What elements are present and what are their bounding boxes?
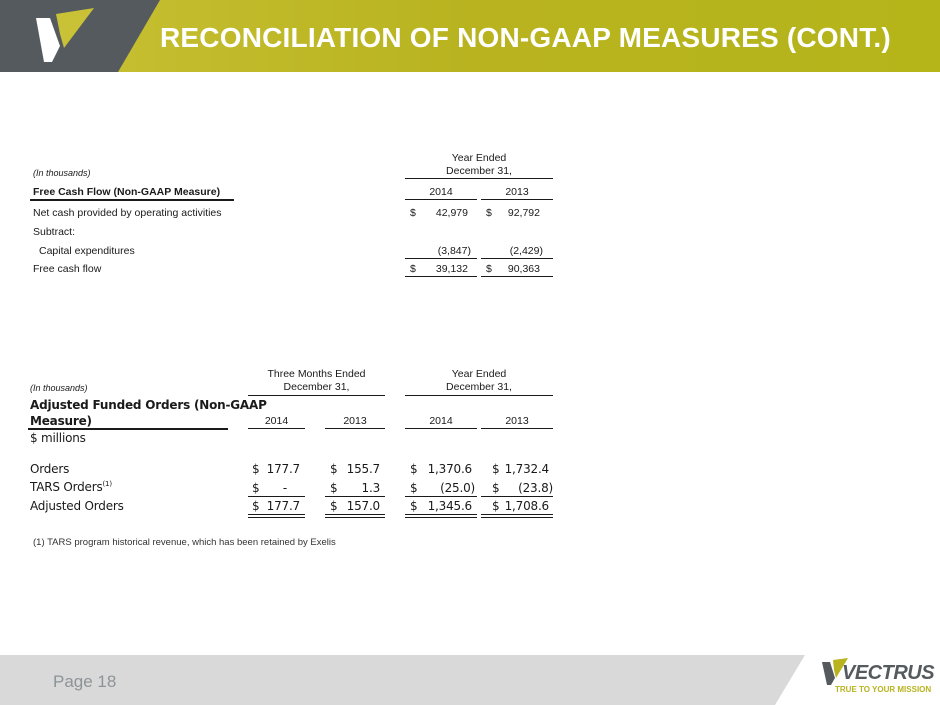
orders-value: 177.7 xyxy=(266,462,300,476)
three-months-underline xyxy=(248,395,385,396)
year-header-line1: Year Ended xyxy=(451,368,507,380)
currency-symbol: $ xyxy=(492,462,500,476)
orders-total-double-underline xyxy=(248,514,305,518)
orders-col-underline xyxy=(481,428,553,429)
orders-subtotal-underline xyxy=(405,496,477,497)
v-logo-icon xyxy=(30,8,100,64)
orders-col-underline xyxy=(405,428,477,429)
tars-orders-label: TARS Orders xyxy=(30,480,103,494)
orders-table-title-line1: Adjusted Funded Orders (Non-GAAP xyxy=(30,398,267,412)
orders-units-note: (In thousands) xyxy=(30,383,88,393)
orders-value: 1,732.4 xyxy=(504,462,549,476)
fcf-period-header-line2: December 31, xyxy=(446,165,512,177)
currency-symbol: $ xyxy=(330,499,338,513)
fcf-period-underline xyxy=(405,178,553,179)
currency-symbol: $ xyxy=(410,207,416,219)
fcf-subtotal-underline xyxy=(481,258,553,259)
currency-symbol: $ xyxy=(330,481,338,495)
fcf-row-label: Net cash provided by operating activities xyxy=(33,207,222,219)
orders-value: 1,345.6 xyxy=(427,499,472,513)
orders-col-header: 2014 xyxy=(264,415,289,427)
fcf-title-underline xyxy=(30,199,234,201)
currency-symbol: $ xyxy=(410,481,418,495)
page-title: RECONCILIATION OF NON-GAAP MEASURES (CONT.) xyxy=(160,22,891,53)
fcf-row-label: Capital expenditures xyxy=(39,245,135,257)
fcf-col-2013: 2013 xyxy=(505,186,529,198)
orders-table-title-line2: Measure) xyxy=(30,414,92,428)
orders-row-label xyxy=(30,480,112,494)
currency-symbol: $ xyxy=(492,481,500,495)
orders-total-double-underline xyxy=(481,514,553,518)
currency-symbol: $ xyxy=(252,462,260,476)
year-header-line2: December 31, xyxy=(446,381,512,393)
footer-bar xyxy=(0,655,940,705)
fcf-value: 92,792 xyxy=(507,207,540,219)
fcf-units-note: (In thousands) xyxy=(33,168,91,178)
orders-total-double-underline xyxy=(405,514,477,518)
three-months-header-line1: Three Months Ended xyxy=(267,368,366,380)
orders-col-header: 2013 xyxy=(505,415,529,427)
orders-col-header: 2013 xyxy=(343,415,367,427)
currency-symbol: $ xyxy=(486,207,492,219)
orders-value: 1,370.6 xyxy=(427,462,472,476)
orders-footnote: (1) TARS program historical revenue, which has been retained by Exelis xyxy=(33,537,336,548)
vectrus-tagline: TRUE TO YOUR MISSION xyxy=(835,685,932,694)
fcf-total-underline xyxy=(405,276,477,277)
orders-total-double-underline xyxy=(325,514,385,518)
fcf-period-header-line1: Year Ended xyxy=(451,152,507,164)
vectrus-brand-name: VECTRUS xyxy=(842,662,935,684)
orders-value: 1.3 xyxy=(361,481,380,495)
orders-title-underline xyxy=(28,428,228,430)
fcf-subtotal-underline xyxy=(405,258,477,259)
currency-symbol: $ xyxy=(330,462,338,476)
three-months-header-line2: December 31, xyxy=(283,381,350,393)
orders-value: (25.0) xyxy=(440,481,475,495)
orders-col-underline xyxy=(325,428,385,429)
fcf-col-underline xyxy=(405,199,477,200)
orders-value: (23.8) xyxy=(518,481,553,495)
orders-value: - xyxy=(282,481,287,495)
orders-value: 1,708.6 xyxy=(504,499,549,513)
currency-symbol: $ xyxy=(252,481,260,495)
fcf-value: (2,429) xyxy=(509,245,543,257)
orders-row-label: Adjusted Orders xyxy=(30,499,124,513)
orders-col-underline xyxy=(248,428,305,429)
currency-symbol: $ xyxy=(410,462,418,476)
currency-symbol: $ xyxy=(410,263,416,275)
orders-subtotal-underline xyxy=(325,496,385,497)
fcf-col-2014: 2014 xyxy=(429,186,453,198)
fcf-total-underline xyxy=(481,276,553,277)
fcf-value: 42,979 xyxy=(435,207,468,219)
currency-symbol: $ xyxy=(252,499,260,513)
fcf-value: (3,847) xyxy=(437,245,471,257)
page-number: Page 18 xyxy=(53,672,117,691)
currency-symbol: $ xyxy=(492,499,500,513)
year-underline xyxy=(405,395,553,396)
fcf-table-title: Free Cash Flow (Non-GAAP Measure) xyxy=(33,186,221,198)
fcf-row-label: Subtract: xyxy=(33,226,76,238)
orders-value: 155.7 xyxy=(346,462,380,476)
fcf-col-underline xyxy=(481,199,553,200)
orders-subtitle: $ millions xyxy=(30,431,86,445)
fcf-row-label: Free cash flow xyxy=(33,263,102,275)
fcf-value: 90,363 xyxy=(507,263,540,275)
currency-symbol: $ xyxy=(410,499,418,513)
orders-subtotal-underline xyxy=(248,496,305,497)
fcf-value: 39,132 xyxy=(435,263,468,275)
orders-row-label: Orders xyxy=(30,462,70,476)
orders-value: 157.0 xyxy=(346,499,380,513)
currency-symbol: $ xyxy=(486,263,492,275)
orders-value: 177.7 xyxy=(266,499,300,513)
orders-subtotal-underline xyxy=(481,496,553,497)
orders-col-header: 2014 xyxy=(429,415,453,427)
footnote-marker: (1) xyxy=(102,480,112,488)
